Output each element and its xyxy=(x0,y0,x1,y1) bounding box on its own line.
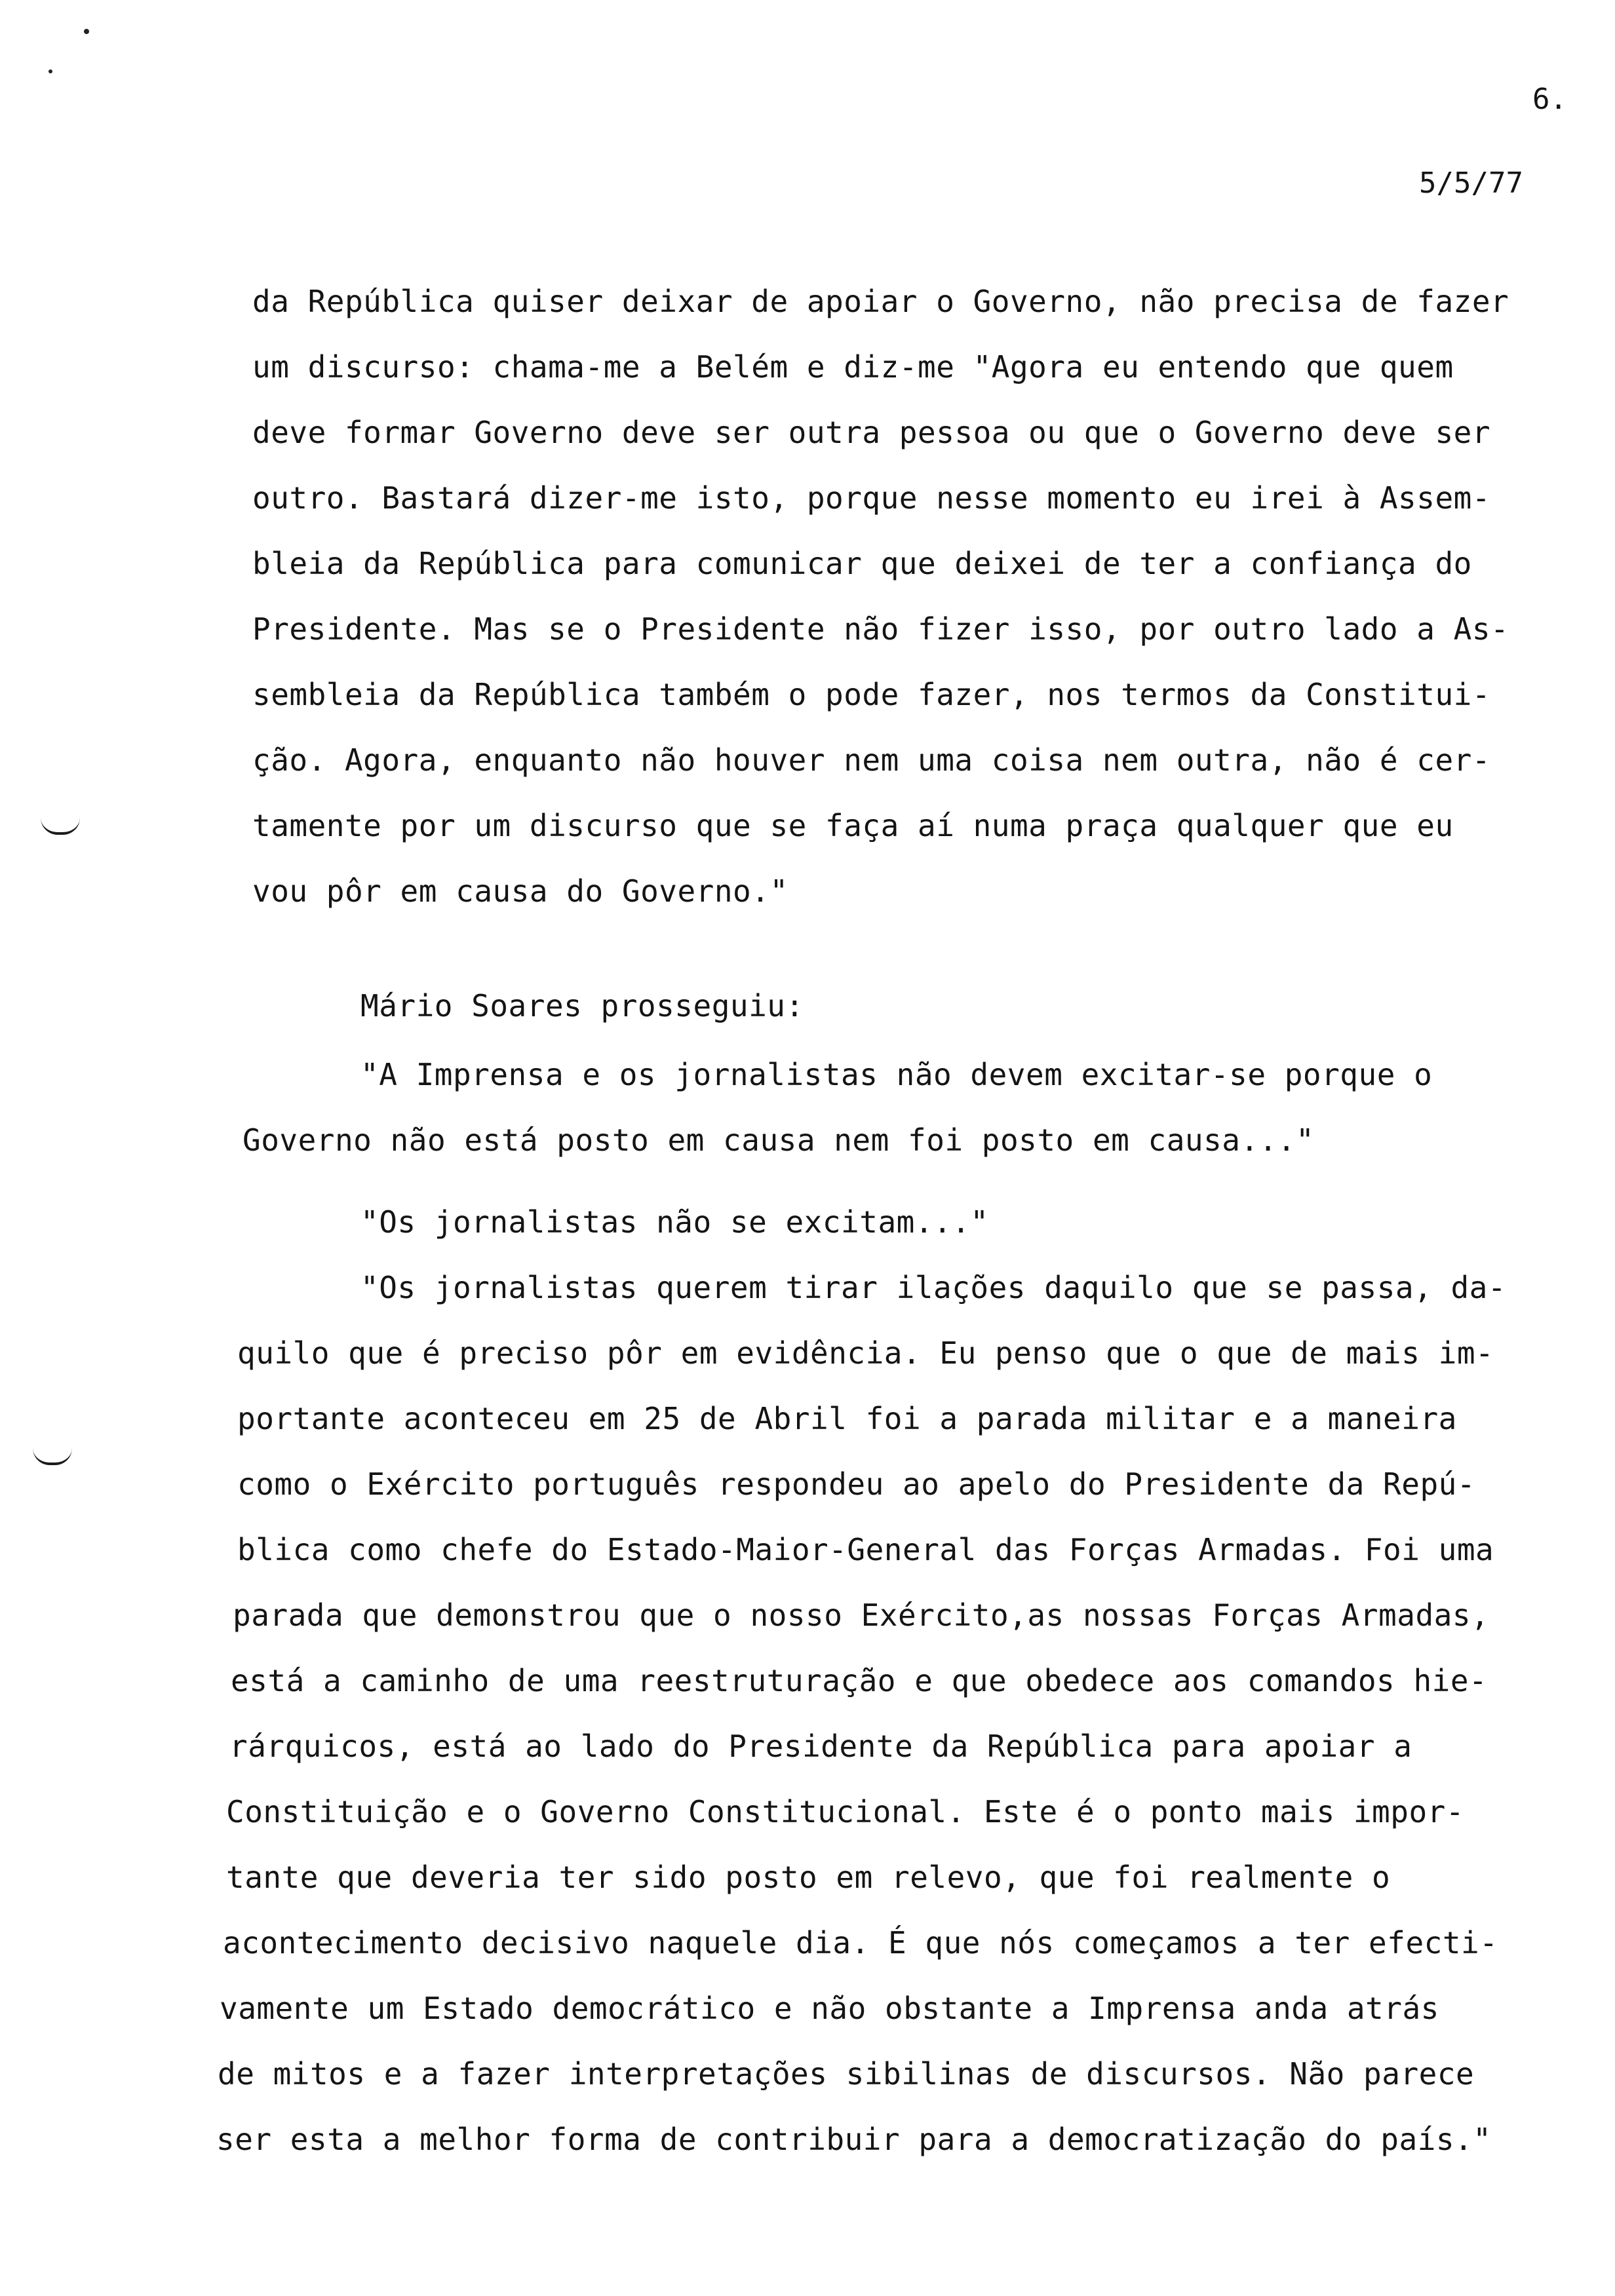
text-line: tamente por um discurso que se faça aí numa praça qualquer que eu xyxy=(252,808,1454,843)
text-line: ser esta a melhor forma de contribuir para a democratização do país." xyxy=(216,2122,1492,2157)
scan-speck xyxy=(49,69,52,73)
text-line: "A Imprensa e os jornalistas não devem excitar-se porque o xyxy=(360,1057,1433,1092)
text-line: Governo não está posto em causa nem foi posto em causa..." xyxy=(243,1122,1315,1158)
text-line: parada que demonstrou que o nosso Exército,as nossas Forças Armadas, xyxy=(233,1598,1490,1633)
quote-2: "Os jornalistas não se excitam..." xyxy=(360,1204,989,1240)
page-date: 5/5/77 xyxy=(1419,166,1523,200)
speaker-intro: Mário Soares prosseguiu: xyxy=(360,988,804,1024)
text-line: Presidente. Mas se o Presidente não fizer isso, por outro lado a As- xyxy=(252,611,1509,647)
text-line: quilo que é preciso pôr em evidência. Eu penso que o que de mais im- xyxy=(237,1335,1494,1371)
text-line: de mitos e a fazer interpretações sibilinas de discursos. Não parece xyxy=(218,2056,1475,2092)
text-line: deve formar Governo deve ser outra pessoa ou que o Governo deve ser xyxy=(252,415,1491,450)
text-line: rárquicos, está ao lado do Presidente da República para apoiar a xyxy=(229,1729,1412,1764)
text-line: como o Exército português respondeu ao apelo do Presidente da Repú- xyxy=(237,1466,1476,1502)
text-line: da República quiser deixar de apoiar o Governo, não precisa de fazer xyxy=(252,284,1509,319)
text-line: um discurso: chama-me a Belém e diz-me "Agora eu entendo que quem xyxy=(252,349,1454,385)
text-line: outro. Bastará dizer-me isto, porque nesse momento eu irei à Assem- xyxy=(252,480,1491,516)
scan-speck xyxy=(84,29,89,34)
text-line: vou pôr em causa do Governo." xyxy=(252,873,788,909)
text-line: blica como chefe do Estado-Maior-General das Forças Armadas. Foi uma xyxy=(237,1532,1494,1567)
text-line: ção. Agora, enquanto não houver nem uma coisa nem outra, não é cer- xyxy=(252,742,1491,778)
text-line: bleia da República para comunicar que deixei de ter a confiança do xyxy=(252,546,1472,581)
text-line: Constituição e o Governo Constitucional. Este é o ponto mais impor- xyxy=(226,1794,1465,1829)
margin-mark xyxy=(33,1448,72,1465)
page-number: 6. xyxy=(1532,83,1567,116)
text-line: acontecimento decisivo naquele dia. É que nós começamos a ter efecti- xyxy=(223,1925,1498,1961)
text-line: sembleia da República também o pode fazer, nos termos da Constitui- xyxy=(252,677,1491,712)
text-line: portante aconteceu em 25 de Abril foi a parada militar e a maneira xyxy=(237,1401,1457,1436)
text-line: tante que deveria ter sido posto em relevo, que foi realmente o xyxy=(226,1860,1391,1895)
text-line: vamente um Estado democrático e não obstante a Imprensa anda atrás xyxy=(220,1991,1439,2026)
margin-mark xyxy=(41,818,80,835)
text-line: está a caminho de uma reestruturação e que obedece aos comandos hie- xyxy=(231,1663,1488,1698)
text-line: "Os jornalistas querem tirar ilações daquilo que se passa, da- xyxy=(360,1270,1507,1305)
